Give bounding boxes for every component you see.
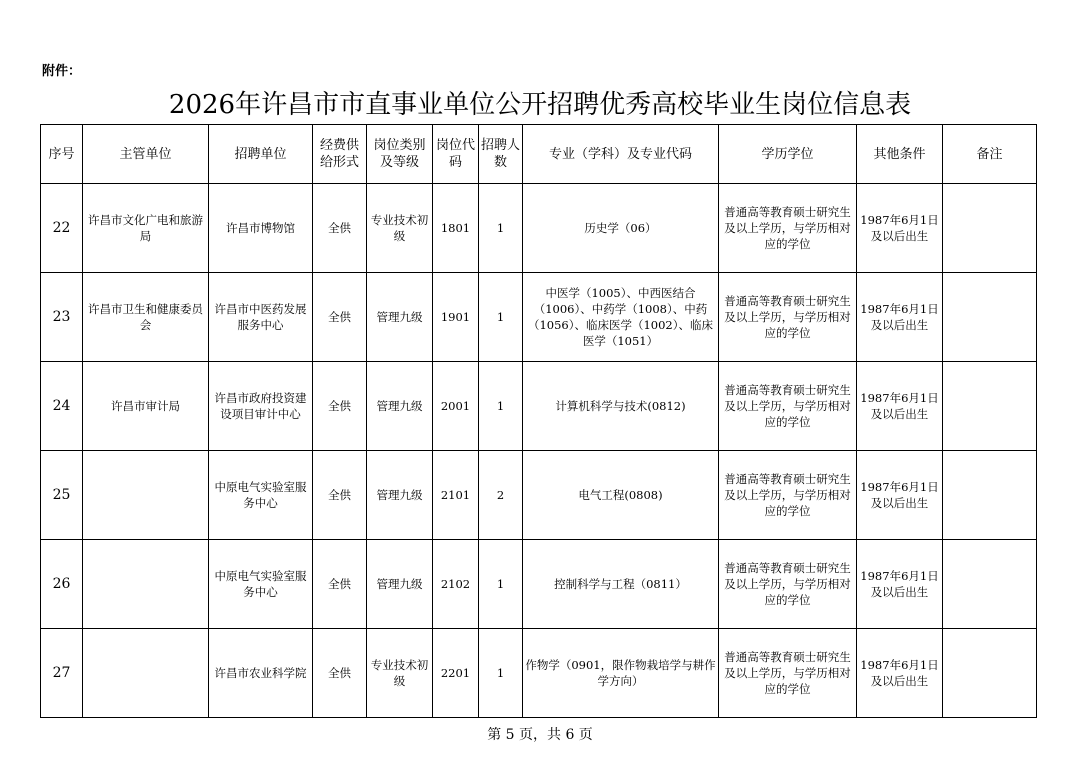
cell-category: 管理九级 bbox=[367, 540, 433, 629]
table-row bbox=[41, 273, 1037, 362]
cell-remarks bbox=[943, 184, 1037, 273]
cell-funding: 全供 bbox=[313, 184, 367, 273]
cell-major: 控制科学与工程（0811） bbox=[523, 540, 719, 629]
cell-education: 普通高等教育硕士研究生及以上学历，与学历相对应的学位 bbox=[719, 451, 857, 540]
cell-count: 1 bbox=[479, 629, 523, 718]
cell-count: 1 bbox=[479, 540, 523, 629]
cell-supervisor: 许昌市卫生和健康委员会 bbox=[83, 273, 209, 362]
cell-count: 2 bbox=[479, 451, 523, 540]
cell-employer: 许昌市政府投资建设项目审计中心 bbox=[209, 362, 313, 451]
cell-employer: 许昌市中医药发展服务中心 bbox=[209, 273, 313, 362]
cell-category: 专业技术初级 bbox=[367, 629, 433, 718]
cell-major: 作物学（0901，限作物栽培学与耕作学方向） bbox=[523, 629, 719, 718]
header-funding: 经费供给形式 bbox=[313, 125, 367, 184]
header-education: 学历学位 bbox=[719, 125, 857, 184]
cell-code: 1901 bbox=[433, 273, 479, 362]
table-row bbox=[41, 362, 1037, 451]
cell-remarks bbox=[943, 451, 1037, 540]
page-title: 2026年许昌市市直事业单位公开招聘优秀高校毕业生岗位信息表 bbox=[168, 90, 912, 120]
cell-remarks bbox=[943, 273, 1037, 362]
cell-code: 2201 bbox=[433, 629, 479, 718]
cell-seq: 25 bbox=[41, 451, 83, 540]
cell-seq: 22 bbox=[41, 184, 83, 273]
cell-major: 电气工程(0808) bbox=[523, 451, 719, 540]
cell-education: 普通高等教育硕士研究生及以上学历，与学历相对应的学位 bbox=[719, 184, 857, 273]
cell-funding: 全供 bbox=[313, 540, 367, 629]
attachment-label: 附件： bbox=[42, 64, 82, 79]
cell-count: 1 bbox=[479, 273, 523, 362]
cell-remarks bbox=[943, 362, 1037, 451]
cell-employer: 许昌市博物馆 bbox=[209, 184, 313, 273]
cell-count: 1 bbox=[479, 362, 523, 451]
cell-funding: 全供 bbox=[313, 362, 367, 451]
cell-supervisor: 许昌市审计局 bbox=[83, 362, 209, 451]
cell-count: 1 bbox=[479, 184, 523, 273]
cell-other: 1987年6月1日及以后出生 bbox=[857, 273, 943, 362]
table-row bbox=[41, 184, 1037, 273]
table-row bbox=[41, 629, 1037, 718]
cell-category: 管理九级 bbox=[367, 451, 433, 540]
cell-remarks bbox=[943, 629, 1037, 718]
cell-code: 1801 bbox=[433, 184, 479, 273]
header-other: 其他条件 bbox=[857, 125, 943, 184]
cell-funding: 全供 bbox=[313, 273, 367, 362]
header-remarks: 备注 bbox=[943, 125, 1037, 184]
cell-major: 历史学（06） bbox=[523, 184, 719, 273]
cell-category: 专业技术初级 bbox=[367, 184, 433, 273]
cell-other: 1987年6月1日及以后出生 bbox=[857, 629, 943, 718]
header-supervisor: 主管单位 bbox=[83, 125, 209, 184]
cell-education: 普通高等教育硕士研究生及以上学历，与学历相对应的学位 bbox=[719, 629, 857, 718]
cell-supervisor bbox=[83, 540, 209, 629]
cell-remarks bbox=[943, 540, 1037, 629]
cell-employer: 许昌市农业科学院 bbox=[209, 629, 313, 718]
job-info-table bbox=[40, 124, 1037, 718]
cell-employer: 中原电气实验室服务中心 bbox=[209, 451, 313, 540]
header-code: 岗位代码 bbox=[433, 125, 479, 184]
cell-education: 普通高等教育硕士研究生及以上学历，与学历相对应的学位 bbox=[719, 362, 857, 451]
cell-funding: 全供 bbox=[313, 451, 367, 540]
cell-category: 管理九级 bbox=[367, 273, 433, 362]
cell-other: 1987年6月1日及以后出生 bbox=[857, 184, 943, 273]
cell-seq: 26 bbox=[41, 540, 83, 629]
cell-seq: 23 bbox=[41, 273, 83, 362]
cell-other: 1987年6月1日及以后出生 bbox=[857, 540, 943, 629]
header-category: 岗位类别及等级 bbox=[367, 125, 433, 184]
cell-major: 中医学（1005）、中西医结合（1006）、中药学（1008）、中药（1056）、临床医学（1002）、临床医学（1051） bbox=[523, 273, 719, 362]
table-row bbox=[41, 451, 1037, 540]
cell-supervisor bbox=[83, 629, 209, 718]
header-employer: 招聘单位 bbox=[209, 125, 313, 184]
cell-seq: 24 bbox=[41, 362, 83, 451]
cell-education: 普通高等教育硕士研究生及以上学历，与学历相对应的学位 bbox=[719, 540, 857, 629]
cell-other: 1987年6月1日及以后出生 bbox=[857, 451, 943, 540]
cell-funding: 全供 bbox=[313, 629, 367, 718]
cell-employer: 中原电气实验室服务中心 bbox=[209, 540, 313, 629]
cell-seq: 27 bbox=[41, 629, 83, 718]
cell-other: 1987年6月1日及以后出生 bbox=[857, 362, 943, 451]
cell-category: 管理九级 bbox=[367, 362, 433, 451]
header-count: 招聘人数 bbox=[479, 125, 523, 184]
cell-education: 普通高等教育硕士研究生及以上学历，与学历相对应的学位 bbox=[719, 273, 857, 362]
cell-supervisor: 许昌市文化广电和旅游局 bbox=[83, 184, 209, 273]
header-major: 专业（学科）及专业代码 bbox=[523, 125, 719, 184]
table-row bbox=[41, 540, 1037, 629]
cell-code: 2001 bbox=[433, 362, 479, 451]
cell-code: 2102 bbox=[433, 540, 479, 629]
cell-supervisor bbox=[83, 451, 209, 540]
header-seq: 序号 bbox=[41, 125, 83, 184]
cell-code: 2101 bbox=[433, 451, 479, 540]
cell-major: 计算机科学与技术(0812) bbox=[523, 362, 719, 451]
page-footer: 第 5 页，共 6 页 bbox=[487, 727, 593, 743]
table-header-row bbox=[41, 125, 1037, 184]
